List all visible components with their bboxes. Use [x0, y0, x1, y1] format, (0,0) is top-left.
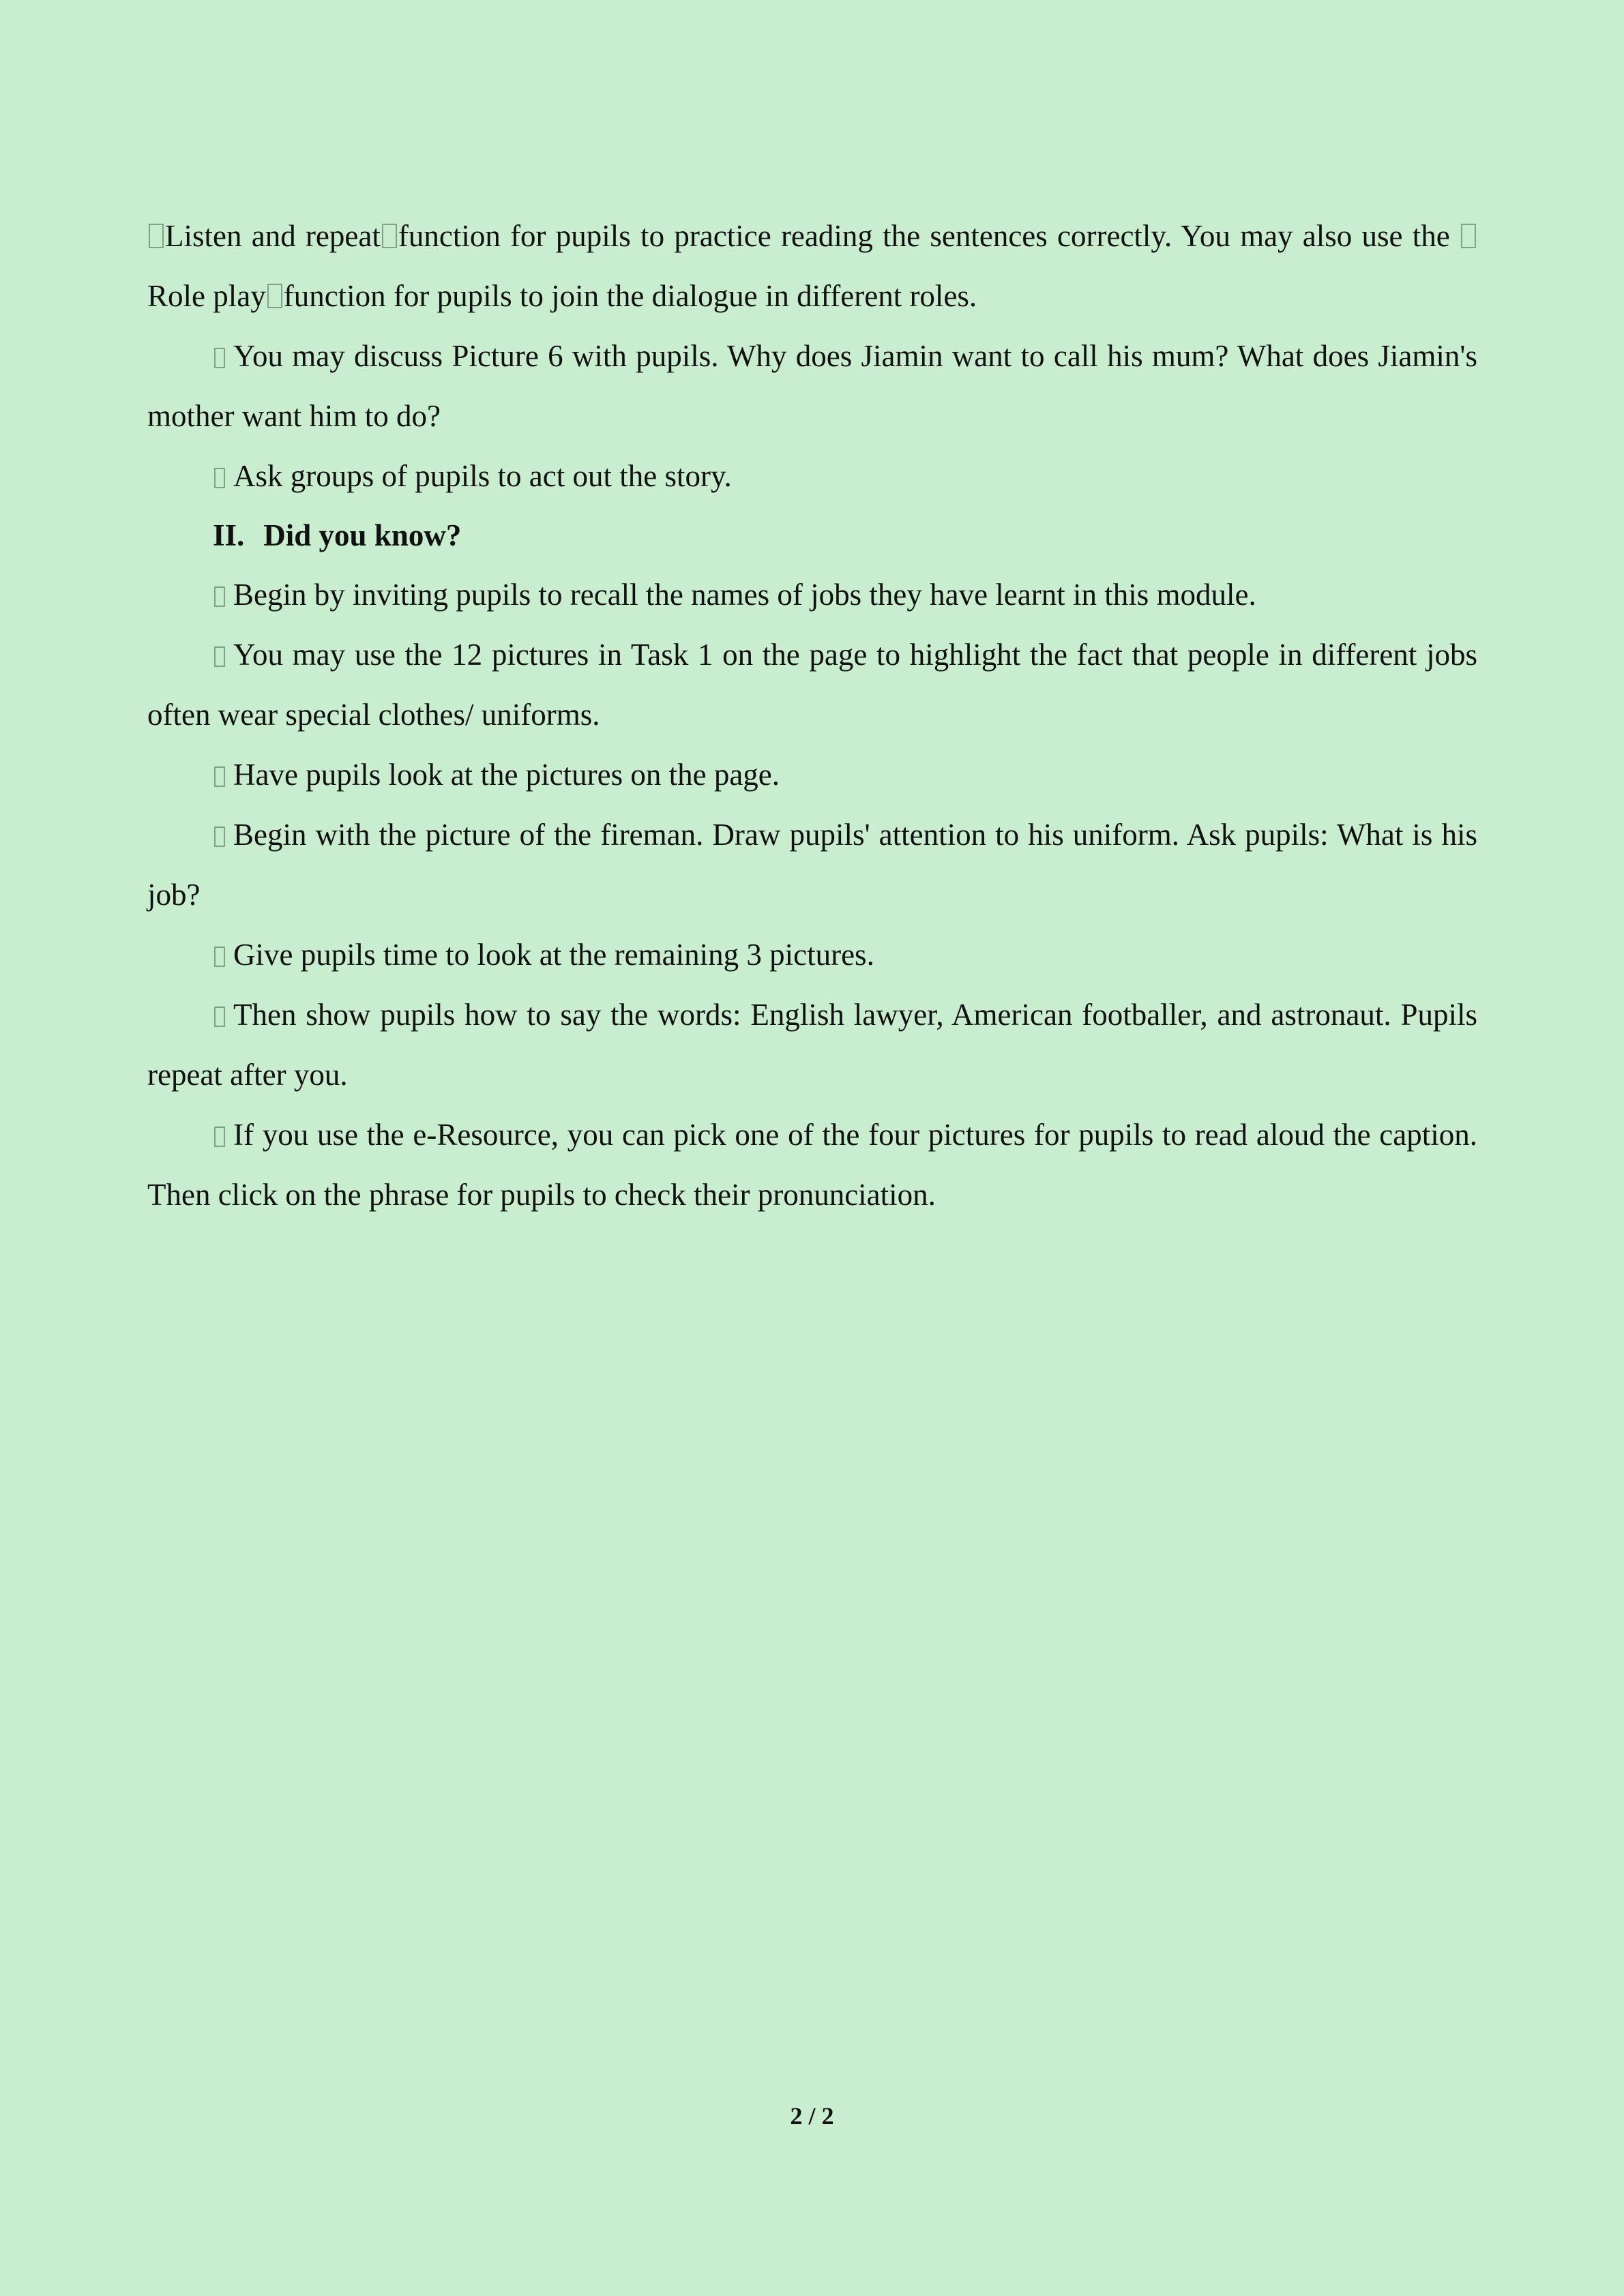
paragraph-text: Role play — [147, 279, 266, 313]
paragraph-text: function for pupils to join the dialogue in different roles. — [283, 279, 977, 313]
bullet-glyph-icon — [214, 826, 225, 847]
document-body — [147, 206, 1477, 1225]
paragraph-text: Begin by inviting pupils to recall the names of jobs they have learnt in this module. — [233, 578, 1256, 612]
paragraph-e-resource — [147, 1105, 1477, 1225]
bullet-glyph-icon — [214, 1007, 225, 1027]
bullet-glyph-icon — [214, 646, 225, 667]
missing-glyph-icon — [149, 224, 164, 248]
paragraph-text: Then show pupils how to say the words: English lawyer, American footballer, and astronaut. Pupils repeat after you. — [147, 998, 1477, 1092]
paragraph-discuss-picture — [147, 326, 1477, 446]
section-number: II. — [213, 518, 245, 552]
bullet-glyph-icon — [214, 1127, 225, 1147]
paragraph-look-pictures — [147, 745, 1477, 805]
paragraph-fireman — [147, 805, 1477, 925]
missing-glyph-icon — [1461, 224, 1476, 248]
bullet-glyph-icon — [214, 946, 225, 967]
paragraph-text: function for pupils to practice reading the sentences correctly. You may also use the — [398, 219, 1460, 253]
missing-glyph-icon — [267, 284, 282, 308]
paragraph-listen-repeat — [147, 206, 1477, 326]
paragraph-remaining-pictures — [147, 925, 1477, 985]
paragraph-text: If you use the e-Resource, you can pick one of the four pictures for pupils to read aloud the caption. Then click on the phrase for pupils to check their pronunciation. — [147, 1118, 1477, 1212]
paragraph-say-words — [147, 985, 1477, 1105]
paragraph-text: Have pupils look at the pictures on the page. — [233, 758, 780, 792]
page-number: 2 / 2 — [790, 2102, 834, 2130]
paragraph-text: You may discuss Picture 6 with pupils. Why does Jiamin want to call his mum? What does Jiamin's mother want him to do? — [147, 339, 1477, 433]
section-heading — [147, 506, 1477, 565]
paragraph-text: Give pupils time to look at the remaining 3 pictures. — [233, 938, 874, 972]
paragraph-recall-jobs — [147, 565, 1477, 625]
bullet-glyph-icon — [214, 586, 225, 607]
paragraph-twelve-pictures — [147, 625, 1477, 745]
paragraph-text: Ask groups of pupils to act out the story. — [233, 459, 732, 493]
paragraph-text: You may use the 12 pictures in Task 1 on the page to highlight the fact that people in different jobs often wear special clothes/ uniforms. — [147, 638, 1477, 732]
paragraph-text: Listen and repeat — [165, 219, 381, 253]
bullet-glyph-icon — [214, 468, 225, 488]
paragraph-act-out — [147, 446, 1477, 506]
missing-glyph-icon — [382, 224, 397, 248]
bullet-glyph-icon — [214, 766, 225, 787]
section-title: Did you know? — [263, 518, 462, 552]
bullet-glyph-icon — [214, 348, 225, 368]
paragraph-text: Begin with the picture of the fireman. Draw pupils' attention to his uniform. Ask pupils: What is his job? — [147, 818, 1477, 912]
